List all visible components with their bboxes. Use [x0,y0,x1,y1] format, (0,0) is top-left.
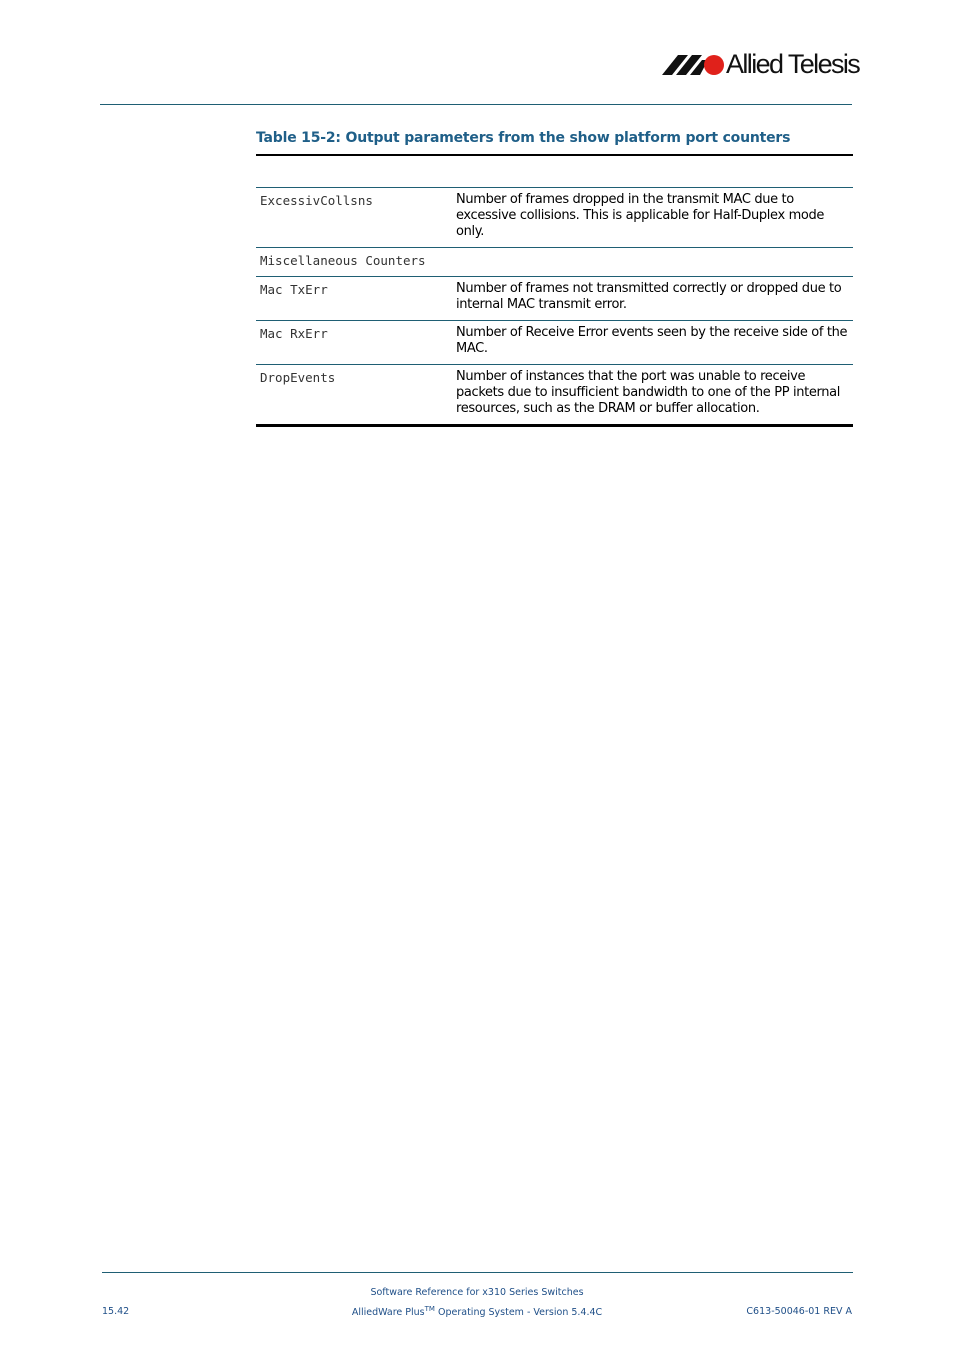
parameter-name: DropEvents [256,365,452,426]
caption-divider [256,154,853,156]
allied-telesis-logo-icon [662,54,726,76]
parameter-description: Number of frames not transmitted correctly or dropped due to internal MAC transmit error. [452,277,853,321]
parameter-name: Miscellaneous Counters [256,248,452,277]
parameter-name: Mac RxErr [256,321,452,365]
parameter-description: Number of instances that the port was unable to receive packets due to insufficient bandwidth to one of the PP internal resources, such as the DRAM or buffer allocation. [452,365,853,426]
table-caption: Table 15-2: Output parameters from the show platform port counters [256,130,791,146]
page-number: 15.42 [102,1306,130,1317]
output-parameters-table [256,187,853,427]
table-row [256,188,853,248]
parameter-description: Number of Receive Error events seen by the receive side of the MAC. [452,321,853,365]
parameter-name: ExcessivCollsns [256,188,452,248]
os-version: Operating System - Version 5.4.4C [438,1307,603,1319]
product-name: AlliedWare Plus [351,1307,425,1319]
header-divider [100,104,852,105]
allied-telesis-logo [662,49,860,80]
table-row [256,248,853,277]
table-row [256,277,853,321]
brand-name: Allied Telesis [726,49,860,79]
table-row [256,365,853,426]
document-number: C613-50046-01 REV A [746,1306,852,1317]
parameter-description [452,248,853,277]
parameter-description: Number of frames dropped in the transmit MAC due to excessive collisions. This is applicable for Half-Duplex mode only. [452,188,853,248]
footer-product-line [300,1305,654,1318]
table-row [256,321,853,365]
footer-divider [102,1272,853,1273]
trademark-mark: TM [424,1305,435,1313]
parameter-name: Mac TxErr [256,277,452,321]
footer-title: Software Reference for x310 Series Switches [370,1287,584,1298]
